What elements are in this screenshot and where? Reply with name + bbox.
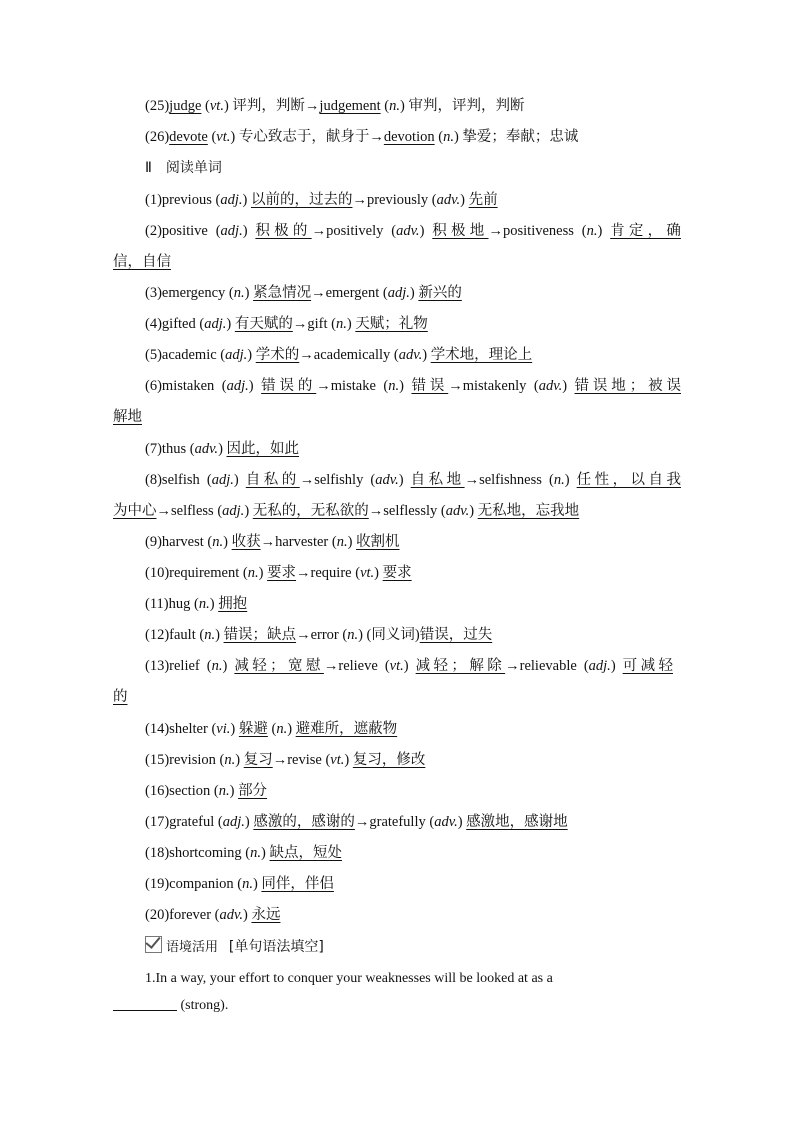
reading-item-18: (18)shortcoming (n.) 缺点，短处 xyxy=(145,845,342,861)
reading-item-8-cont: 为中心→selfless (adj.) 无私的，无私欲的→selflessly (adv.) 无私地，忘我地 xyxy=(113,503,580,519)
reading-item-1: (1)previous (adj.) 以前的，过去的→previously (adv.) 先前 xyxy=(145,192,498,208)
reading-item-13: (13)relief (n.) 减轻；宽慰→relieve (vt.) 减轻；解除→relievable (adj.) 可减轻 xyxy=(145,658,673,674)
reading-item-2: (2)positive (adj.) 积极的→positively (adv.) 积极地→positiveness (n.) 肯定，确 xyxy=(145,223,681,239)
reading-item-6-cont: 解地 xyxy=(113,409,142,425)
reading-item-8: (8)selfish (adj.) 自私的→selfishly (adv.) 自私地→selfishness (n.) 任性，以自我 xyxy=(145,472,681,488)
reading-item-7: (7)thus (adv.) 因此，如此 xyxy=(145,441,300,457)
reading-item-3: (3)emergency (n.) 紧急情况→emergent (adj.) 新兴的 xyxy=(145,285,462,301)
reading-item-5: (5)academic (adj.) 学术的→academically (adv.) 学术地，理论上 xyxy=(145,347,533,363)
reading-item-4: (4)gifted (adj.) 有天赋的→gift (n.) 天赋；礼物 xyxy=(145,316,428,332)
reading-item-12: (12)fault (n.) 错误；缺点→error (n.) (同义词)错误，过失 xyxy=(145,627,493,643)
reading-item-20: (20)forever (adv.) 永远 xyxy=(145,907,281,923)
reading-item-6: (6)mistaken (adj.) 错误的→mistake (n.) 错误→mistakenly (adv.) 错误地；被误 xyxy=(145,378,681,394)
reading-item-11: (11)hug (n.) 拥抱 xyxy=(145,596,248,612)
question-1-cont: (strong). xyxy=(113,996,681,1016)
vocab-item-26: (26)devote (vt.) 专心致志于，献身于→devotion (n.) 挚爱；奉献；忠诚 xyxy=(145,129,579,145)
reading-item-13-cont: 的 xyxy=(113,689,128,705)
vocab-item-25: (25)judge (vt.) 评判，判断→judgement (n.) 审判，评判，判断 xyxy=(145,98,525,114)
answer-blank[interactable] xyxy=(113,996,177,1011)
reading-item-2-cont: 信，自信 xyxy=(113,254,171,270)
reading-item-14: (14)shelter (vi.) 躲避 (n.) 避难所，遮蔽物 xyxy=(145,721,398,737)
check-icon xyxy=(145,936,162,953)
section-title: Ⅱ 阅读单词 xyxy=(145,160,222,176)
reading-item-10: (10)requirement (n.) 要求→require (vt.) 要求 xyxy=(145,565,412,581)
reading-item-9: (9)harvest (n.) 收获→harvester (n.) 收割机 xyxy=(145,534,400,550)
reading-item-16: (16)section (n.) 部分 xyxy=(145,783,268,799)
practice-heading: 语境活用 [单句语法填空] xyxy=(145,936,713,958)
reading-item-15: (15)revision (n.) 复习→revise (vt.) 复习，修改 xyxy=(145,752,426,768)
reading-item-19: (19)companion (n.) 同伴，伴侣 xyxy=(145,876,334,892)
question-1: 1.In a way, your effort to conquer your weaknesses will be looked at as a xyxy=(145,971,553,986)
reading-item-17: (17)grateful (adj.) 感激的，感谢的→gratefully (adv.) 感激地，感谢地 xyxy=(145,814,568,830)
